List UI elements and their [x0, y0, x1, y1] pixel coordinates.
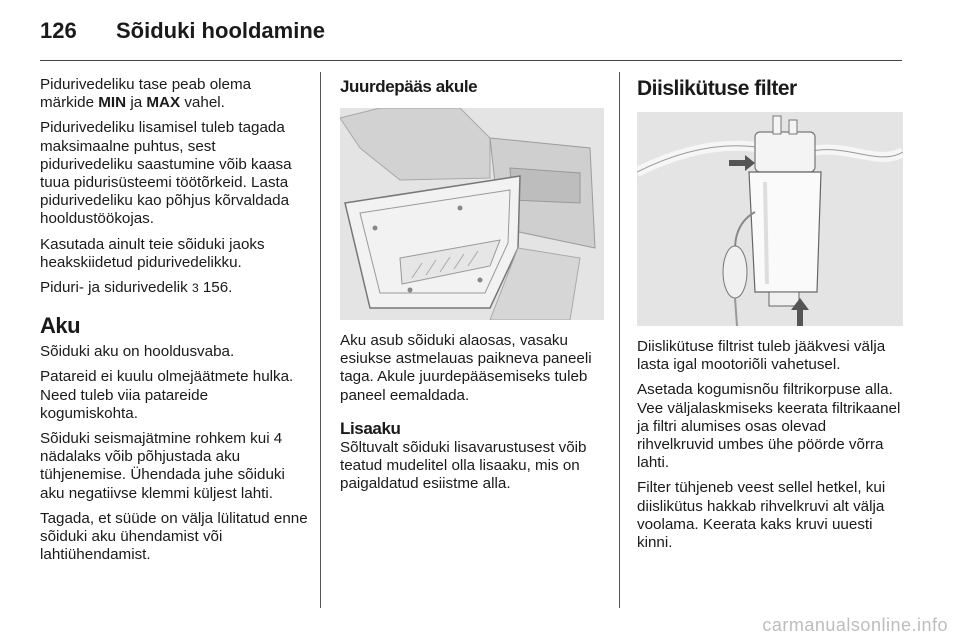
reference-arrow-icon: 3 [191, 281, 199, 296]
aku-paragraph-2: Patareid ei kuulu olmejäätmete hulka. Need tuleb viia patareide kogumiskohta. [40, 368, 294, 422]
page-title: Sõiduki hooldamine [116, 18, 326, 43]
aku-paragraph-3: Sõiduki seismajätmine rohkem kui 4 nädalaks võib põhjustada aku tühjenemise. Ühendada juhe sõiduki aku negatiivse klemmi küljest lahti. [40, 430, 285, 502]
diesel-filter-paragraph-1: Diislikütuse filtrist tuleb jääkvesi välja lasta igal mootoriõli vahetusel. [637, 338, 886, 374]
battery-access-heading: Juurdepääs akule [340, 77, 478, 96]
column-left [40, 76, 308, 571]
brake-fluid-reference[interactable]: Piduri- ja sidurivedelik 3 156. [40, 279, 233, 297]
brake-fluid-cleanliness-paragraph: Pidurivedeliku lisamisel tuleb tagada maksimaalne puhtus, sest pidurivedeliku saastumine võib kaasa tuua pidurisüsteemi töötõrkeid. Lasta pidurivedeliku kao põhjus kõrvaldada hooldustöökojas. [40, 119, 292, 228]
battery-access-paragraph: Aku asub sõiduki alaosas, vasaku esiukse astmelauas paikneva paneeli taga. Akule juurdepääsemiseks tuleb paneel eemaldada. [340, 332, 592, 404]
column-right [637, 76, 905, 559]
battery-panel-illustration [340, 108, 604, 320]
aku-paragraph-1: Sõiduki aku on hooldusvaba. [40, 343, 235, 361]
diesel-filter-paragraph-3: Filter tühjeneb veest sellel hetkel, kui diislikütus hakkab rihvelkruvi alt välja voolama. Keerata kaks kruvi uuesti kinni. [637, 479, 886, 552]
brake-fluid-level-paragraph: Pidurivedeliku tase peab olema märkide MIN ja MAX vahel. [40, 76, 252, 112]
header-divider [40, 60, 902, 61]
max-mark: MAX [146, 94, 181, 112]
watermark: carmanualsonline.info [762, 615, 948, 635]
column-divider-2 [619, 72, 620, 608]
diesel-filter-illustration [637, 112, 903, 326]
column-divider-1 [320, 72, 321, 608]
brake-fluid-approved-paragraph: Kasutada ainult teie sõiduki jaoks heakskiidetud pidurivedelikku. [40, 235, 265, 271]
diesel-filter-paragraph-2: Asetada kogumisnõu filtrikorpuse alla. Vee väljalaskmiseks keerata filtrikaanel ja filtri alumises osas olevad rihvelkruvid umbes ühe pöörde võrra lahti. [637, 381, 901, 472]
column-middle [340, 76, 604, 500]
lisaaku-paragraph: Sõltuvalt sõiduki lisavarustusest võib teatud mudelitel olla lisaaku, mis on paigaldatud esiistme alla. [340, 438, 587, 493]
aku-heading: Aku [40, 313, 81, 339]
page-number: 126 [40, 18, 77, 43]
lisaaku-heading: Lisaaku [340, 418, 401, 438]
min-mark: MIN [98, 94, 127, 112]
aku-paragraph-4: Tagada, et süüde on välja lülitatud enne sõiduki aku ühendamist või lahtiühendamist. [40, 509, 308, 564]
diesel-filter-heading: Diislikütuse filter [637, 77, 797, 100]
